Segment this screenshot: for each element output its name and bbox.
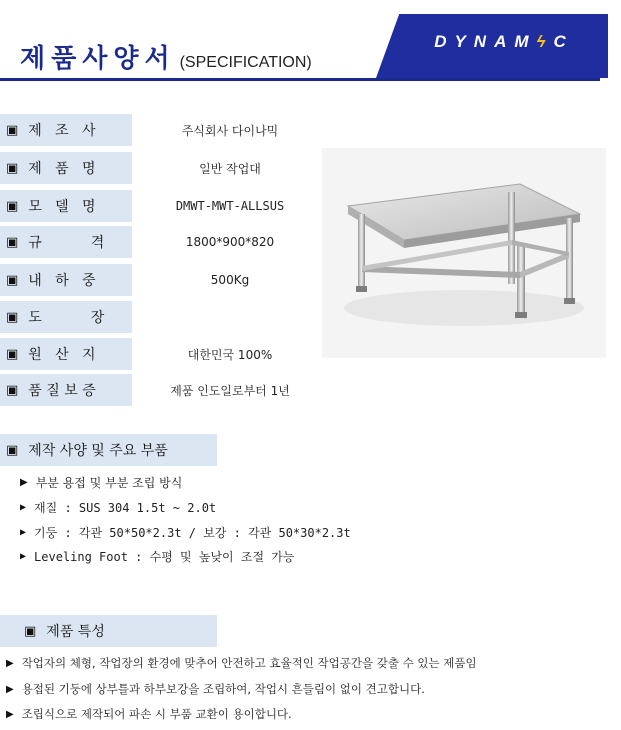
- list-item: [6, 706, 292, 722]
- list-item-text: 작업자의 체형, 작업장의 환경에 맞추어 안전하고 효율적인 작업공간을 갖출 수 있는 제품임: [21, 656, 477, 670]
- spec-value: 일반 작업대: [199, 161, 261, 176]
- spec-value: DMWT-MWT-ALLSUS: [175, 199, 285, 213]
- spec-label: [0, 338, 132, 370]
- square-bullet-icon: ▣: [6, 234, 19, 250]
- header: [0, 0, 621, 92]
- spec-label-text: 품 질 보 증: [28, 383, 96, 399]
- spec-label: [0, 374, 132, 406]
- square-bullet-icon: ▣: [6, 309, 19, 325]
- list-item-text: 용접된 기둥에 상부틀과 하부보강을 조립하여, 작업시 흔들림이 없이 견고합니다.: [21, 682, 425, 696]
- title-korean: 제품사양서: [20, 44, 176, 74]
- list-item-text: 재질 : SUS 304 1.5t ~ 2.0t: [34, 501, 217, 515]
- section-title: 제품 특성: [46, 624, 105, 640]
- square-bullet-icon: ▣: [6, 382, 19, 398]
- section-heading-features: [0, 615, 217, 647]
- list-item-text: 기둥 : 각관 50*50*2.3t / 보강 : 각관 50*30*2.3t: [34, 526, 351, 540]
- list-item-text: Leveling Foot : 수평 및 높낮이 조절 가능: [34, 550, 295, 564]
- list-item-text: 조립식으로 제작되어 파손 시 부품 교환이 용이합니다.: [21, 707, 292, 721]
- spec-row-load-capacity: [0, 264, 320, 296]
- square-bullet-icon: ▣: [6, 442, 19, 458]
- spec-row-manufacturer: [0, 114, 320, 146]
- list-item: [20, 524, 351, 541]
- spec-value: 주식회사 다이나믹: [181, 123, 279, 138]
- triangle-bullet-icon: ▶: [20, 502, 27, 513]
- logo-text-right: C: [553, 32, 574, 51]
- spec-label-text: 내 하 중: [28, 273, 96, 289]
- list-item: [20, 499, 216, 516]
- spec-label-text: 제 조 사: [28, 123, 96, 139]
- triangle-bullet-icon: ▶: [6, 657, 14, 669]
- square-bullet-icon: ▣: [6, 160, 19, 176]
- spec-label: [0, 301, 132, 333]
- spec-value: 제품 인도일로부터 1년: [170, 383, 290, 398]
- section-heading-specs: [0, 434, 217, 466]
- spec-label-text: 규 격: [28, 235, 105, 251]
- triangle-bullet-icon: ▶: [20, 551, 27, 562]
- spec-label-text: 원 산 지: [28, 347, 96, 363]
- spec-value: [140, 301, 320, 333]
- list-item: [6, 681, 425, 697]
- spec-label: [0, 226, 132, 258]
- spec-label: [0, 114, 132, 146]
- triangle-bullet-icon: ▶: [20, 477, 28, 488]
- triangle-bullet-icon: ▶: [6, 708, 14, 720]
- spec-row-warranty: [0, 374, 320, 406]
- square-bullet-icon: ▣: [6, 346, 19, 362]
- spec-row-coating: [0, 301, 320, 333]
- spec-value: 1800*900*820: [185, 235, 275, 249]
- page-title: [20, 38, 312, 75]
- list-item-text: 부분 용접 및 부분 조립 방식: [35, 476, 183, 490]
- square-bullet-icon: ▣: [6, 272, 19, 288]
- spec-row-product-name: [0, 152, 320, 184]
- header-divider: [0, 78, 600, 81]
- spec-value: 대한민국 100%: [187, 347, 273, 362]
- list-item: [20, 474, 182, 491]
- list-item: [20, 548, 294, 565]
- triangle-bullet-icon: ▶: [20, 527, 27, 538]
- triangle-bullet-icon: ▶: [6, 683, 14, 695]
- spec-label: [0, 190, 132, 222]
- spec-row-model: [0, 190, 320, 222]
- square-bullet-icon: ▣: [24, 623, 37, 639]
- spec-row-size: [0, 226, 320, 258]
- list-item: [6, 655, 477, 671]
- product-image: [322, 148, 606, 358]
- section-title: 제작 사양 및 주요 부품: [28, 443, 168, 459]
- spec-label: [0, 264, 132, 296]
- spec-label-text: 제 품 명: [28, 161, 96, 177]
- spec-value: 500Kg: [210, 273, 250, 287]
- spec-label-text: 도 장: [28, 310, 105, 326]
- brand-logo: [376, 32, 608, 52]
- spec-label-text: 모 델 명: [28, 199, 96, 215]
- spec-row-origin: [0, 338, 320, 370]
- spec-label: [0, 152, 132, 184]
- bolt-icon: ϟ: [536, 32, 554, 51]
- title-english: (SPECIFICATION): [179, 54, 312, 71]
- square-bullet-icon: ▣: [6, 198, 19, 214]
- logo-text-left: DYNAM: [434, 32, 537, 51]
- work-table-illustration: [322, 148, 606, 358]
- square-bullet-icon: ▣: [6, 122, 19, 138]
